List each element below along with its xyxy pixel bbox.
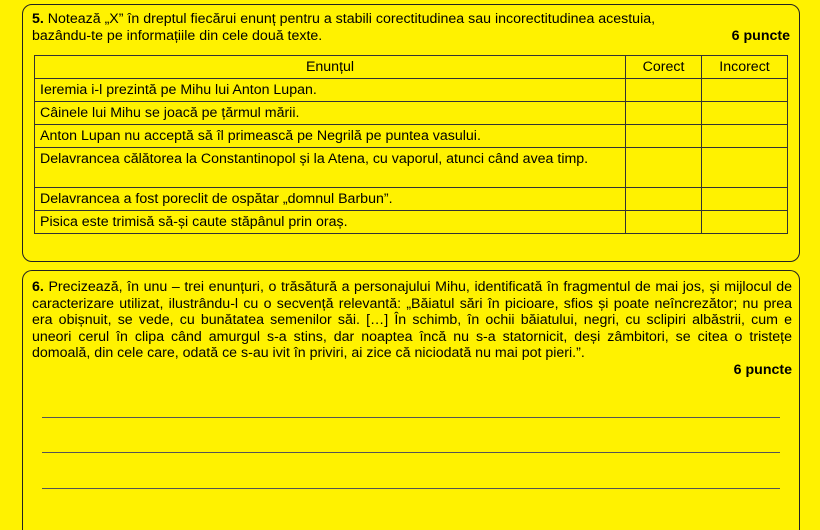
incorrect-cell[interactable]: [702, 125, 788, 148]
question-5-line-2: bazându-te pe informațiile din cele două texte.: [32, 27, 323, 44]
question-5-number: 5.: [32, 11, 44, 27]
incorrect-cell[interactable]: [702, 102, 788, 125]
statement-cell: Ieremia i-l prezintă pe Mihu lui Anton Lupan.: [35, 79, 626, 102]
question-5-line-1: Notează „X” în dreptul fiecărui enunț pentru a stabili corectitudinea sau incorectitudinea acestuia,: [47, 11, 656, 27]
table-row: [35, 125, 788, 148]
statement-cell: Anton Lupan nu acceptă să îl primească pe Negrilă pe puntea vasului.: [35, 125, 626, 148]
answer-line[interactable]: [42, 452, 780, 453]
correct-cell[interactable]: [626, 148, 702, 188]
question-6-number: 6.: [32, 279, 44, 295]
header-correct: Corect: [626, 56, 702, 79]
question-6-points: 6 puncte: [733, 361, 792, 378]
table-header-row: [35, 56, 788, 79]
header-incorrect: Incorect: [702, 56, 788, 79]
statement-cell: Pisica este trimisă să-și caute stăpânul prin oraș.: [35, 211, 626, 234]
incorrect-cell[interactable]: [702, 79, 788, 102]
answer-line[interactable]: [42, 488, 780, 489]
statements-table: [34, 55, 788, 234]
table-row: [35, 188, 788, 211]
question-5-points: 6 puncte: [731, 27, 790, 44]
incorrect-cell[interactable]: [702, 148, 788, 188]
table-row: [35, 79, 788, 102]
correct-cell[interactable]: [626, 188, 702, 211]
incorrect-cell[interactable]: [702, 211, 788, 234]
statement-cell: Delavrancea a fost poreclit de ospătar „domnul Barbun”.: [35, 188, 626, 211]
question-6-prompt: [32, 279, 792, 378]
correct-cell[interactable]: [626, 79, 702, 102]
statement-cell: Câinele lui Mihu se joacă pe țărmul mării.: [35, 102, 626, 125]
statement-cell: Delavrancea călătorea la Constantinopol și la Atena, cu vaporul, atunci când avea timp.: [35, 148, 626, 188]
header-statement: Enunțul: [35, 56, 626, 79]
question-6-text: Precizează, în unu – trei enunțuri, o trăsătură a personajului Mihu, identificată în fragmentul de mai jos, și mijlocul de caracterizare utilizat, ilustrându-l cu o secvență relevantă: „Băiatul sări în picioare, sfios și poate neîncrezător; nu prea era obișnuit, se vede, cu bunătatea semenilor săi. […] În schimb, în ochii băiatului, negri, cu sclipiri albăstrii, cum e uneori cerul în clipa când amurgul s-a stins, dar noaptea încă nu s-a statornicit, deși zâmbitori, se citea o tristețe domoală, din cele care, odată ce s-au ivit în priviri, ai zice că niciodată nu mai pot pieri.”.: [32, 279, 792, 361]
answer-line[interactable]: [42, 417, 780, 418]
correct-cell[interactable]: [626, 102, 702, 125]
table-row: [35, 148, 788, 188]
question-5-prompt: [32, 11, 790, 44]
table-row: [35, 102, 788, 125]
correct-cell[interactable]: [626, 211, 702, 234]
table-row: [35, 211, 788, 234]
correct-cell[interactable]: [626, 125, 702, 148]
incorrect-cell[interactable]: [702, 188, 788, 211]
